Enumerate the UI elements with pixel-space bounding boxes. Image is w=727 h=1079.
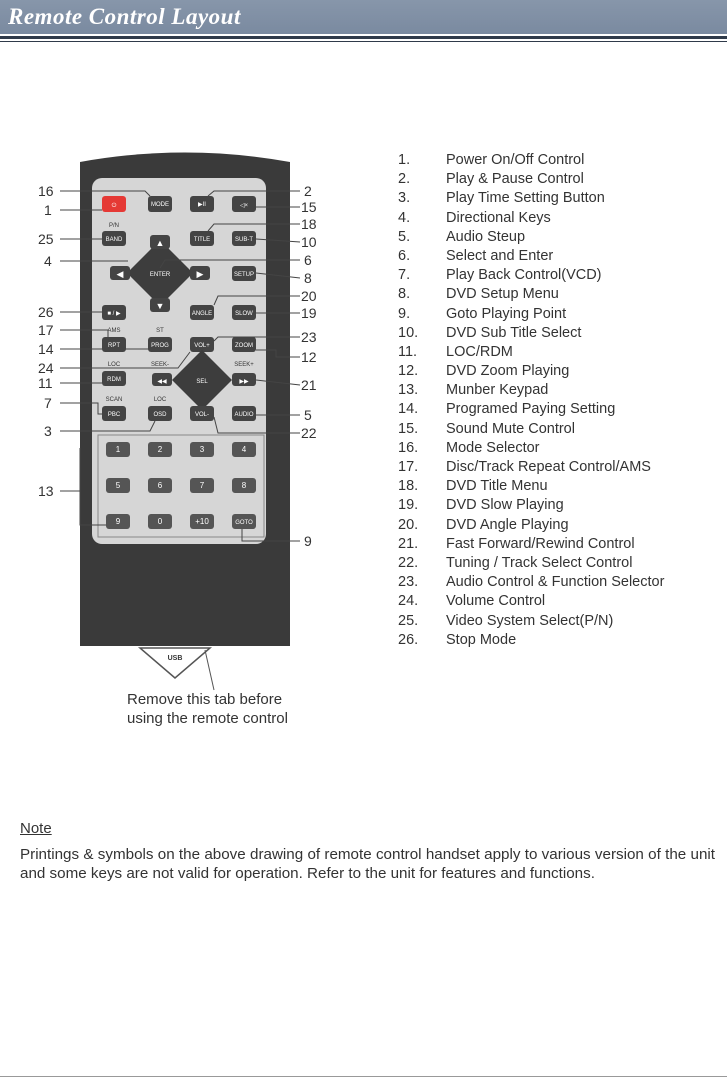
callout-1: 1 [44,202,52,218]
callout-12: 12 [301,349,317,365]
ams-label: AMS [107,328,121,334]
legend-item: 3. Play Time Setting Button [398,190,605,207]
legend-item: 20. DVD Angle Playing [398,516,569,533]
callout-24: 24 [38,360,54,376]
usb-tab-shape [140,648,210,678]
svg-text:+10: +10 [195,517,209,526]
st-label: ST [156,328,164,334]
title-label: TITLE [193,237,211,243]
up-arrow-icon: ▲ [155,238,165,248]
legend-item: 23. Audio Control & Function Selector [398,574,665,591]
footer-rule [0,1076,727,1077]
svg-text:0: 0 [157,517,163,526]
rewind-icon: ◀◀ [157,379,167,385]
right-callouts [301,183,317,549]
callout-22: 22 [301,425,317,441]
svg-text:7: 7 [199,481,205,490]
callout-7: 7 [44,395,52,411]
callout-11: 11 [38,375,53,391]
svg-text:4: 4 [241,445,247,454]
legend-item: 21. Fast Forward/Rewind Control [398,535,635,552]
callout-14: 14 [38,341,54,357]
pbc-label: PBC [107,412,121,418]
callout-19: 19 [301,305,317,321]
tab-instruction-line1: Remove this tab before [127,691,283,708]
slow-label: SLOW [235,311,253,317]
fast-forward-icon: ▶▶ [239,379,249,385]
right-arrow-icon: ▶ [196,269,204,279]
callout-18: 18 [301,216,317,232]
legend-item: 24. Volume Control [398,593,546,610]
vol-minus-label: VOL- [194,412,210,418]
power-icon: ⏻ [111,203,117,209]
prog-label: PROG [151,343,169,349]
legend-item: 12. DVD Zoom Playing [398,363,570,380]
callout-13: 13 [38,483,54,499]
loc-label-2: LOC [153,397,167,403]
legend-item: 2. Play & Pause Control [398,171,584,188]
goto-label: GOTO [235,520,253,526]
usb-tab-label: USB [167,655,183,662]
legend-item: 7. Play Back Control(VCD) [398,267,602,284]
pn-label: P/N [108,223,120,229]
legend-item: 4. Directional Keys [398,209,551,226]
legend-item: 25. Video System Select(P/N) [398,612,614,629]
callout-3: 3 [44,423,52,439]
svg-text:9: 9 [115,517,121,526]
callout-9: 9 [304,533,312,549]
note-heading: Note [20,820,52,837]
callout-16: 16 [38,183,54,199]
legend-item: 14. Programed Paying Setting [398,401,616,418]
seek-plus-label: SEEK+ [234,362,254,368]
legend-item: 16. Mode Selector [398,439,540,456]
left-arrow-icon: ◀ [116,269,124,279]
note-text: Printings & symbols on the above drawing of remote control handset apply to various version of the unit and some keys are not valid for operation. Refer to the unit for features and functions. [20,846,715,882]
legend-item: 10. DVD Sub Title Select [398,324,582,341]
legend-item: 15. Sound Mute Control [398,420,575,437]
callout-17: 17 [38,322,54,338]
osd-label: OSD [153,412,167,418]
callout-6: 6 [304,252,312,268]
play-pause-icon: ▶II [198,202,206,208]
zoom-label: ZOOM [235,343,253,349]
callout-20: 20 [301,288,317,304]
loc-label: LOC [107,362,121,368]
band-label: BAND [105,237,123,243]
legend-item: 11. LOC/RDM [398,343,513,360]
setup-label: SETUP [233,272,255,278]
legend-item: 1. Power On/Off Control [398,152,585,168]
svg-text:3: 3 [199,445,205,454]
callout-4: 4 [44,253,52,269]
svg-text:5: 5 [115,481,121,490]
callout-2: 2 [304,183,312,199]
function-legend [398,151,723,650]
legend-item: 18. DVD Title Menu [398,478,548,495]
sub-t-label: SUB-T [235,237,253,243]
down-arrow-icon: ▼ [155,301,165,311]
callout-25: 25 [38,231,54,247]
legend-item: 9. Goto Playing Point [398,305,567,322]
mode-label: MODE [151,202,169,208]
legend-item: 19. DVD Slow Playing [398,497,564,514]
legend-item: 5. Audio Steup [398,228,526,245]
page-title: Remote Control Layout [8,4,241,29]
svg-text:2: 2 [157,445,163,454]
enter-label: ENTER [149,272,171,278]
callout-21: 21 [301,377,317,393]
legend-item: 22. Tuning / Track Select Control [398,554,633,571]
rpt-label: RPT [108,343,120,349]
stop-icon: ■ / ▶ [107,311,121,317]
tab-instruction [127,690,288,728]
callout-10: 10 [301,234,317,250]
legend-item: 6. Select and Enter [398,247,554,264]
callout-23: 23 [301,329,317,345]
audio-label: AUDIO [234,412,254,418]
sel-label: SEL [196,379,208,385]
legend-item: 8. DVD Setup Menu [398,286,559,303]
callout-26: 26 [38,304,54,320]
legend-item: 17. Disc/Track Repeat Control/AMS [398,459,651,475]
callout-8: 8 [304,270,312,286]
vol-plus-label: VOL+ [194,343,210,349]
seek-minus-label: SEEK- [150,362,170,368]
rdm-label: RDM [107,377,121,383]
legend-item: 26. Stop Mode [398,631,517,648]
scan-label: SCAN [105,397,123,403]
left-callouts [38,183,54,499]
legend-item: 13. Munber Keypad [398,382,549,399]
mute-icon: ◁× [239,203,249,209]
tab-instruction-line2: using the remote control [127,710,288,727]
angle-label: ANGLE [191,311,213,317]
callout-5: 5 [304,407,312,423]
svg-text:6: 6 [157,481,163,490]
callout-15: 15 [301,199,317,215]
svg-text:1: 1 [115,445,121,454]
tab-leader [205,650,214,690]
svg-text:8: 8 [241,481,247,490]
